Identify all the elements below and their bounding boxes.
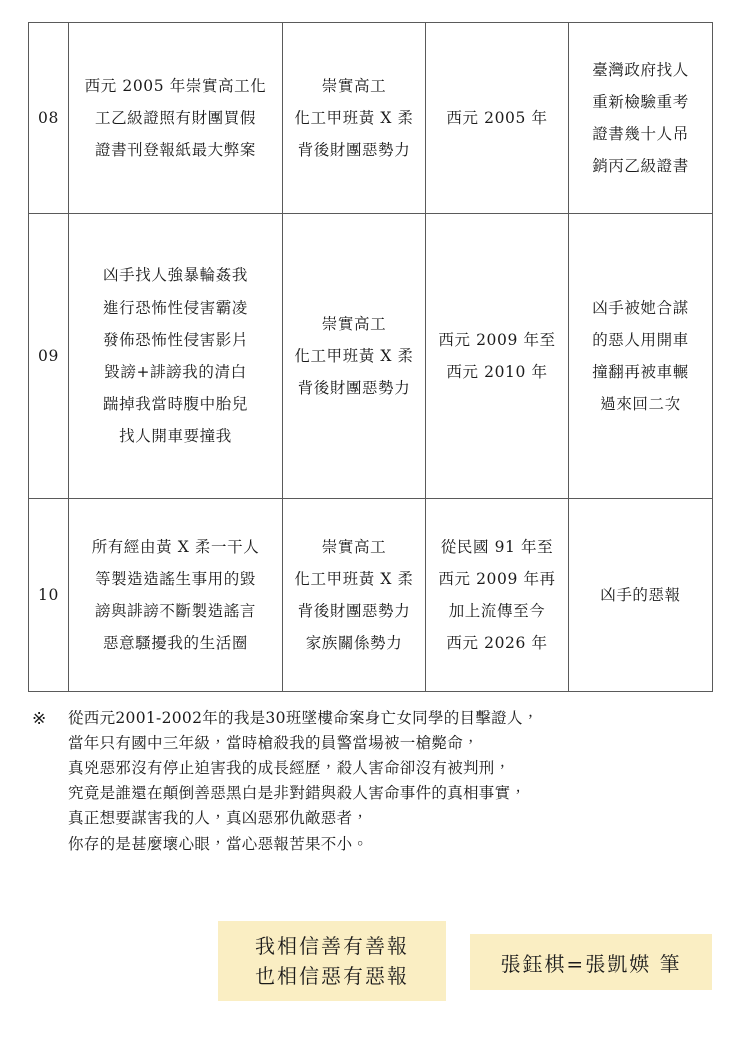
row-description — [69, 499, 283, 692]
incident-table-container — [28, 22, 712, 692]
row-timeframe — [426, 214, 569, 499]
row-outcome-lines — [573, 579, 708, 611]
text-line: 家族關係勢力 — [305, 634, 403, 653]
incident-table — [28, 22, 713, 692]
text-line: 凶手找人強暴輪姦我 — [103, 266, 248, 285]
text-line: 從西元2001-2002年的我是30班墜樓命案身亡女同學的目擊證人， — [68, 709, 539, 727]
text-line: 證書幾十人吊 — [592, 125, 689, 143]
text-line: 凶手的惡報 — [600, 585, 681, 604]
text-line: 化工甲班黃 X 柔 — [294, 108, 414, 127]
signature-highlight-box — [470, 934, 712, 990]
signature-lines — [500, 948, 681, 977]
text-line: 西元 2010 年 — [446, 363, 548, 381]
text-line: 西元 2009 年再 — [438, 569, 556, 588]
text-line: 真正想要謀害我的人，真凶惡邪仇敵惡者， — [68, 809, 369, 828]
row-number: 10 — [29, 499, 69, 692]
text-line: 當年只有國中三年級，當時槍殺我的員警當場被一槍斃命， — [68, 734, 479, 753]
footnote-block — [32, 706, 722, 857]
row-number: 08 — [29, 23, 69, 214]
creed-lines — [255, 931, 409, 992]
row-timeframe-lines — [430, 324, 564, 388]
text-line: 也相信惡有惡報 — [255, 964, 409, 988]
text-line: 崇實高工 — [321, 76, 387, 95]
text-line: 究竟是誰還在顛倒善惡黑白是非對錯與殺人害命事件的真相事實， — [68, 784, 527, 803]
row-description — [69, 23, 283, 214]
text-line: 凶手被她合謀 — [592, 298, 689, 317]
text-line: 化工甲班黃 X 柔 — [294, 569, 414, 588]
row-timeframe-lines — [430, 102, 564, 134]
text-line: 從民國 91 年至 — [440, 537, 554, 556]
text-line: 西元 2026 年 — [446, 634, 548, 653]
text-line: 臺灣政府找人 — [592, 60, 689, 79]
text-line: 的惡人用開車 — [592, 330, 689, 349]
row-outcome — [569, 214, 713, 499]
text-line: 等製造造謠生事用的毀 — [94, 569, 256, 588]
text-line: 證書刊登報紙最大弊案 — [94, 141, 256, 160]
text-line: 工乙級證照有財團買假 — [94, 108, 256, 127]
row-subject — [283, 499, 426, 692]
text-line: 踹掉我當時腹中胎兒 — [103, 395, 248, 414]
creed-highlight-box — [218, 921, 446, 1001]
text-line: 銷丙乙級證書 — [592, 157, 689, 176]
row-description-lines — [73, 531, 278, 660]
text-line: 過來回二次 — [600, 395, 681, 414]
text-line: 背後財團惡勢力 — [297, 602, 411, 620]
row-description-lines — [73, 259, 278, 452]
reference-mark-icon: ※ — [32, 709, 47, 729]
row-number: 09 — [29, 214, 69, 499]
text-line: 我相信善有善報 — [255, 933, 409, 958]
table-row — [29, 23, 713, 214]
text-line: 崇實高工 — [321, 314, 387, 333]
text-line: 背後財團惡勢力 — [297, 141, 411, 160]
row-description — [69, 214, 283, 499]
row-outcome — [569, 23, 713, 214]
text-line: 加上流傳至今 — [448, 602, 546, 620]
row-outcome-lines — [573, 54, 708, 183]
text-line: 張鈺棋=張凱媖 筆 — [500, 951, 682, 976]
text-line: 西元 2009 年至 — [438, 330, 556, 349]
footnote-lines — [68, 706, 722, 857]
row-timeframe — [426, 23, 569, 214]
table-row — [29, 499, 713, 692]
row-outcome — [569, 499, 713, 692]
text-line: 你存的是甚麼壞心眼，當心惡報苦果不小。 — [68, 834, 369, 853]
text-line: 背後財團惡勢力 — [297, 379, 411, 398]
text-line: 謗與誹謗不斷製造謠言 — [94, 602, 256, 620]
text-line: 撞翻再被車輾 — [592, 363, 689, 381]
text-line: 所有經由黃 X 柔一干人 — [91, 537, 260, 556]
text-line: 進行恐怖性侵害霸凌 — [103, 298, 248, 317]
row-subject-lines — [287, 308, 421, 405]
text-line: 西元 2005 年 — [446, 108, 548, 127]
text-line: 化工甲班黃 X 柔 — [294, 346, 414, 365]
text-line: 西元 2005 年崇實高工化 — [84, 76, 267, 95]
row-description-lines — [73, 70, 278, 167]
row-subject-lines — [287, 70, 421, 167]
row-outcome-lines — [573, 292, 708, 421]
row-subject — [283, 23, 426, 214]
text-line: 惡意騷擾我的生活圈 — [103, 634, 248, 653]
row-timeframe-lines — [430, 531, 564, 660]
text-line: 毀謗+誹謗我的清白 — [104, 363, 247, 381]
text-line: 發佈恐怖性侵害影片 — [103, 330, 248, 349]
row-timeframe — [426, 499, 569, 692]
row-subject-lines — [287, 531, 421, 660]
table-row — [29, 214, 713, 499]
row-subject — [283, 214, 426, 499]
text-line: 真兇惡邪沒有停止迫害我的成長經歷，殺人害命卻沒有被判刑， — [68, 759, 511, 778]
text-line: 找人開車要撞我 — [119, 427, 232, 446]
text-line: 重新檢驗重考 — [592, 92, 689, 111]
text-line: 崇實高工 — [321, 537, 387, 556]
